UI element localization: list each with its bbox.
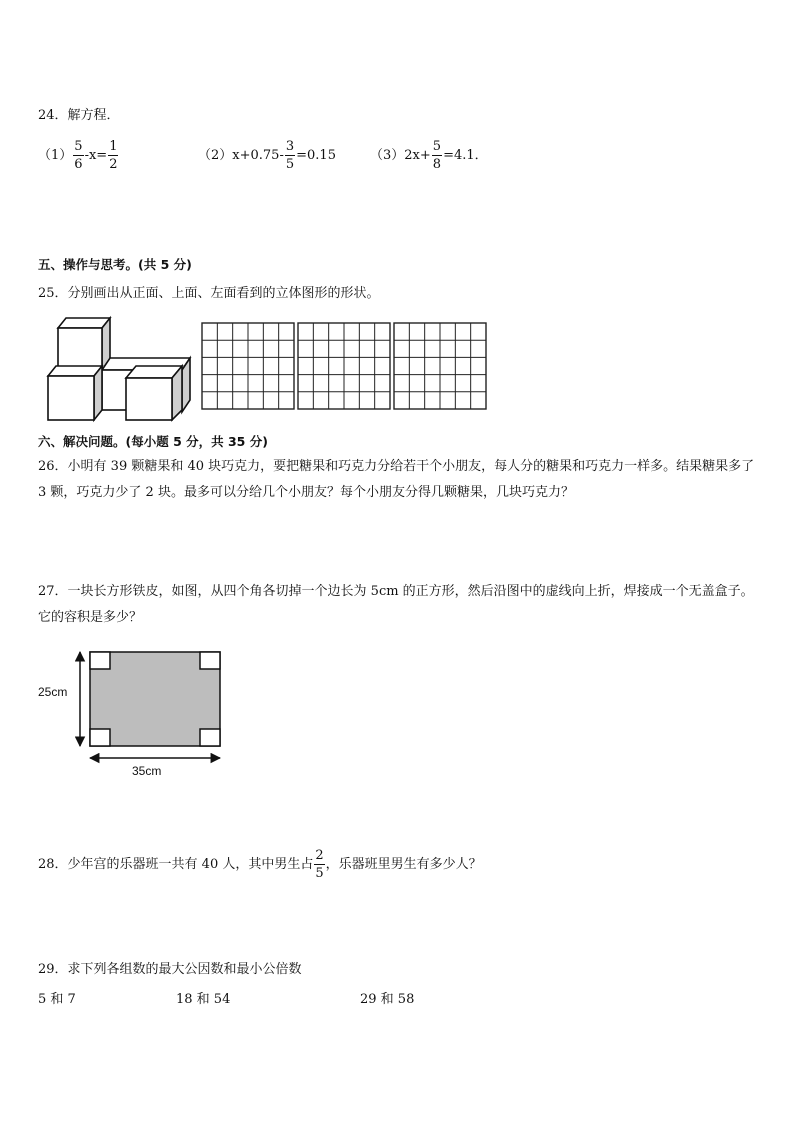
corner-square-bottom-left [90, 729, 110, 746]
eq3-fraction [432, 140, 442, 171]
q28-after: ，乐器班里男生有多少人？ [325, 857, 482, 872]
left-cube-top-face [48, 366, 102, 376]
eq1-middle: -x= [84, 148, 108, 163]
eq2-fraction [285, 140, 295, 171]
height-label: 25cm [38, 685, 68, 699]
q29-text: 29．求下列各组数的最大公因数和最小公倍数 [38, 962, 302, 977]
q28-fraction-numerator: 2 [315, 848, 324, 863]
section-6-heading: 六、解决问题。(每小题 5 分，共 35 分) [38, 434, 268, 449]
eq2-label: （2）x+0.75- [198, 148, 284, 163]
q28-fraction-denominator: 5 [315, 866, 324, 881]
eq1-fraction-1-denominator: 6 [74, 157, 83, 172]
eq1-fraction-2-denominator: 2 [109, 157, 118, 172]
left-cube-side-face [94, 366, 102, 420]
eq1-fraction-2-numerator: 1 [109, 139, 118, 154]
q29-group-1: 5 和 7 [38, 992, 76, 1007]
eq3-label: （3）2x+ [370, 148, 431, 163]
eq2-fraction-denominator: 5 [285, 157, 295, 172]
left-cube-front-face [48, 376, 94, 420]
eq3-tail: =4.1． [443, 148, 488, 163]
cube-solid-figure [44, 314, 194, 424]
eq1-fraction-1-numerator: 5 [74, 139, 83, 154]
q28-fraction [314, 849, 324, 880]
eq2-tail: =0.15 [296, 148, 336, 163]
metal-sheet-diagram [36, 644, 236, 778]
answer-grids [200, 322, 488, 412]
q27-text: 27．一块长方形铁皮，如图，从四个角各切掉一个边长为 5cm 的正方形，然后沿图中的虚线向上折，焊接成一个无盖盒子。它的容积是多少？ [38, 584, 754, 625]
q24-equation-2 [198, 140, 336, 171]
eq1-label: （1） [38, 148, 73, 163]
section-5-heading: 五、操作与思考。(共 5 分) [38, 257, 192, 272]
eq3-fraction-denominator: 8 [432, 157, 442, 172]
q28-before: 28．少年宫的乐器班一共有 40 人，其中男生占 [38, 857, 314, 872]
corner-square-top-right [200, 652, 220, 669]
eq1-fraction-1 [73, 140, 83, 171]
eq3-fraction-numerator: 5 [432, 139, 442, 154]
q24-title: 24．解方程． [38, 108, 120, 123]
q24-equation-3 [370, 140, 488, 171]
q26-text: 26．小明有 39 颗糖果和 40 块巧克力，要把糖果和巧克力分给若干个小朋友，每人分的糖果和巧克力一样多。结果糖果多了 3 颗，巧克力少了 2 块。最多可以分给几个小朋友？每个小朋友分得几颗糖果，几块巧克力？ [38, 459, 755, 500]
q29-group-3: 29 和 58 [360, 992, 415, 1007]
q28-text [38, 849, 482, 880]
front-right-cube-front-face [126, 378, 172, 420]
eq1-fraction-2 [108, 140, 118, 171]
q29-group-2: 18 和 54 [176, 992, 231, 1007]
q25-text: 25．分别画出从正面、上面、左面看到的立体图形的形状。 [38, 286, 380, 301]
corner-square-top-left [90, 652, 110, 669]
corner-square-bottom-right [200, 729, 220, 746]
eq2-fraction-numerator: 3 [285, 139, 295, 154]
width-label: 35cm [132, 764, 162, 778]
top-cube-front-face [58, 328, 102, 370]
q24-equation-1 [38, 140, 119, 171]
